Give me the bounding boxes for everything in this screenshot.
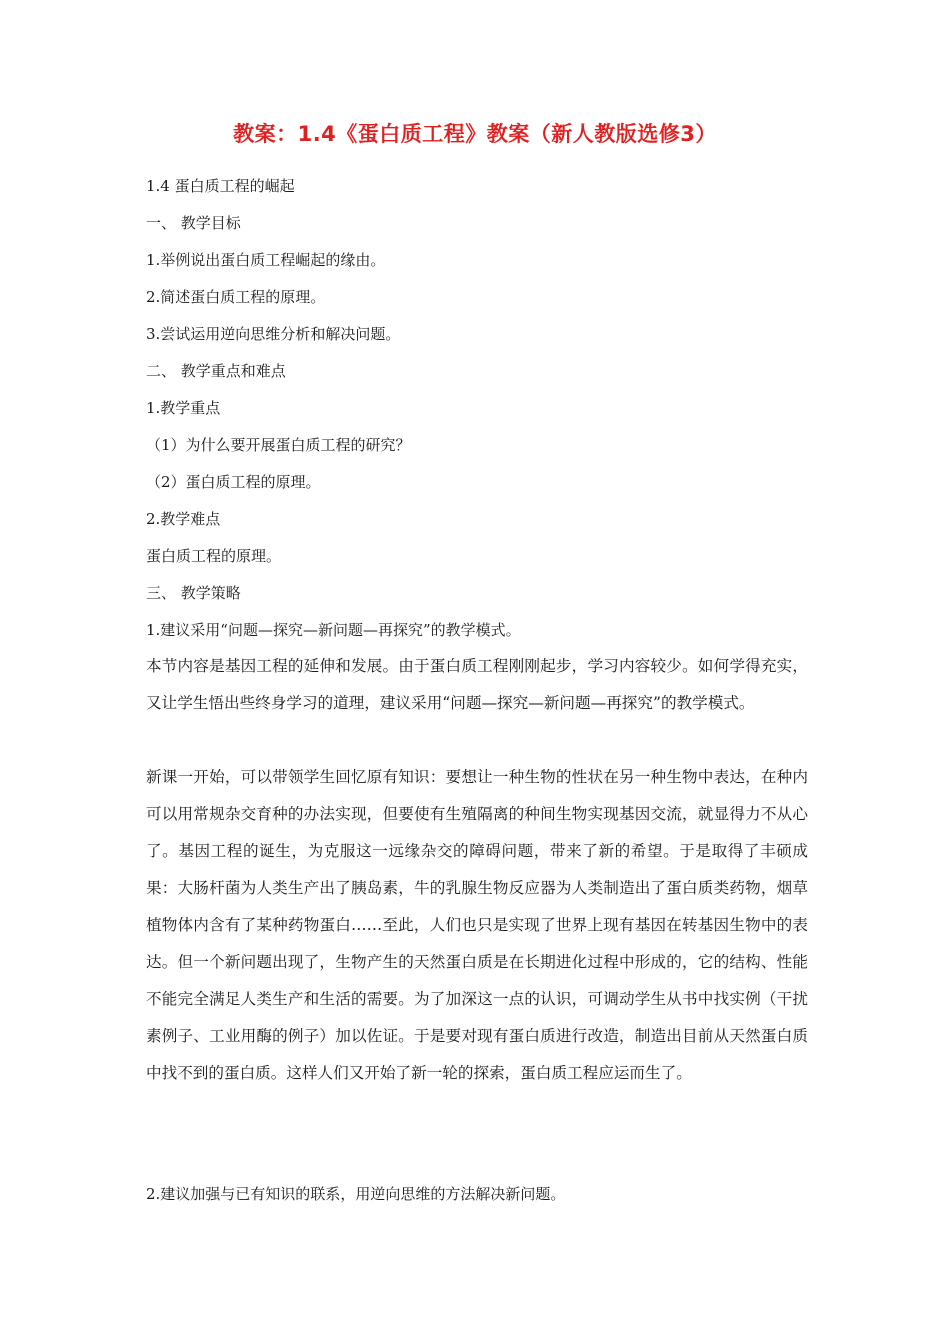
heading-teaching-goals: 一、 教学目标: [146, 214, 241, 232]
goal-item-3: 3.尝试运用逆向思维分析和解决问题。: [146, 325, 401, 343]
document-title: 教案：1.4《蛋白质工程》教案（新人教版选修3）: [233, 122, 717, 146]
paragraph-strategy-detail: 新课一开始，可以带领学生回忆原有知识：要想让一种生物的性状在另一种生物中表达，在种内可以用常规杂交育种的办法实现，但要使有生殖隔离的种间生物实现基因交流，就显得力不从心了。基因工程的诞生，为克服这一远缘杂交的障碍问题，带来了新的希望。于是取得了丰硕成果：大肠杆菌为人类生产出了胰岛素，牛的乳腺生物反应器为人类制造出了蛋白质类药物，烟草植物体内含有了某种药物蛋白……至此，人们也只是实现了世界上现有基因在转基因生物中的表达。但一个新问题出现了，生物产生的天然蛋白质是在长期进化过程中形成的，它的结构、性能不能完全满足人类生产和生活的需要。为了加深这一点的认识，可调动学生从书中找实例（干扰素例子、工业用酶的例子）加以佐证。于是要对现有蛋白质进行改造，制造出目前从天然蛋白质中找不到的蛋白质。这样人们又开始了新一轮的探索，蛋白质工程应运而生了。: [146, 768, 808, 1082]
strategy-item-1: 1.建议采用“问题—探究—新问题—再探究”的教学模式。: [146, 621, 521, 639]
goal-item-1: 1.举例说出蛋白质工程崛起的缘由。: [146, 251, 386, 269]
key-point-item-1: （1）为什么要开展蛋白质工程的研究？: [146, 436, 411, 454]
subheading-difficulties: 2.教学难点: [146, 510, 221, 528]
section-heading: 1.4 蛋白质工程的崛起: [146, 177, 295, 195]
key-point-item-2: （2）蛋白质工程的原理。: [146, 473, 321, 491]
goal-item-2: 2.简述蛋白质工程的原理。: [146, 288, 326, 306]
subheading-key-points: 1.教学重点: [146, 399, 221, 417]
strategy-item-2: 2.建议加强与已有知识的联系，用逆向思维的方法解决新问题。: [146, 1185, 566, 1203]
heading-key-points: 二、 教学重点和难点: [146, 362, 286, 380]
difficulty-item: 蛋白质工程的原理。: [146, 547, 282, 565]
paragraph-strategy-intro: 本节内容是基因工程的延伸和发展。由于蛋白质工程刚刚起步，学习内容较少。如何学得充实，又让学生悟出些终身学习的道理，建议采用“问题—探究—新问题—再探究”的教学模式。: [146, 657, 808, 712]
heading-strategy: 三、 教学策略: [146, 584, 241, 602]
